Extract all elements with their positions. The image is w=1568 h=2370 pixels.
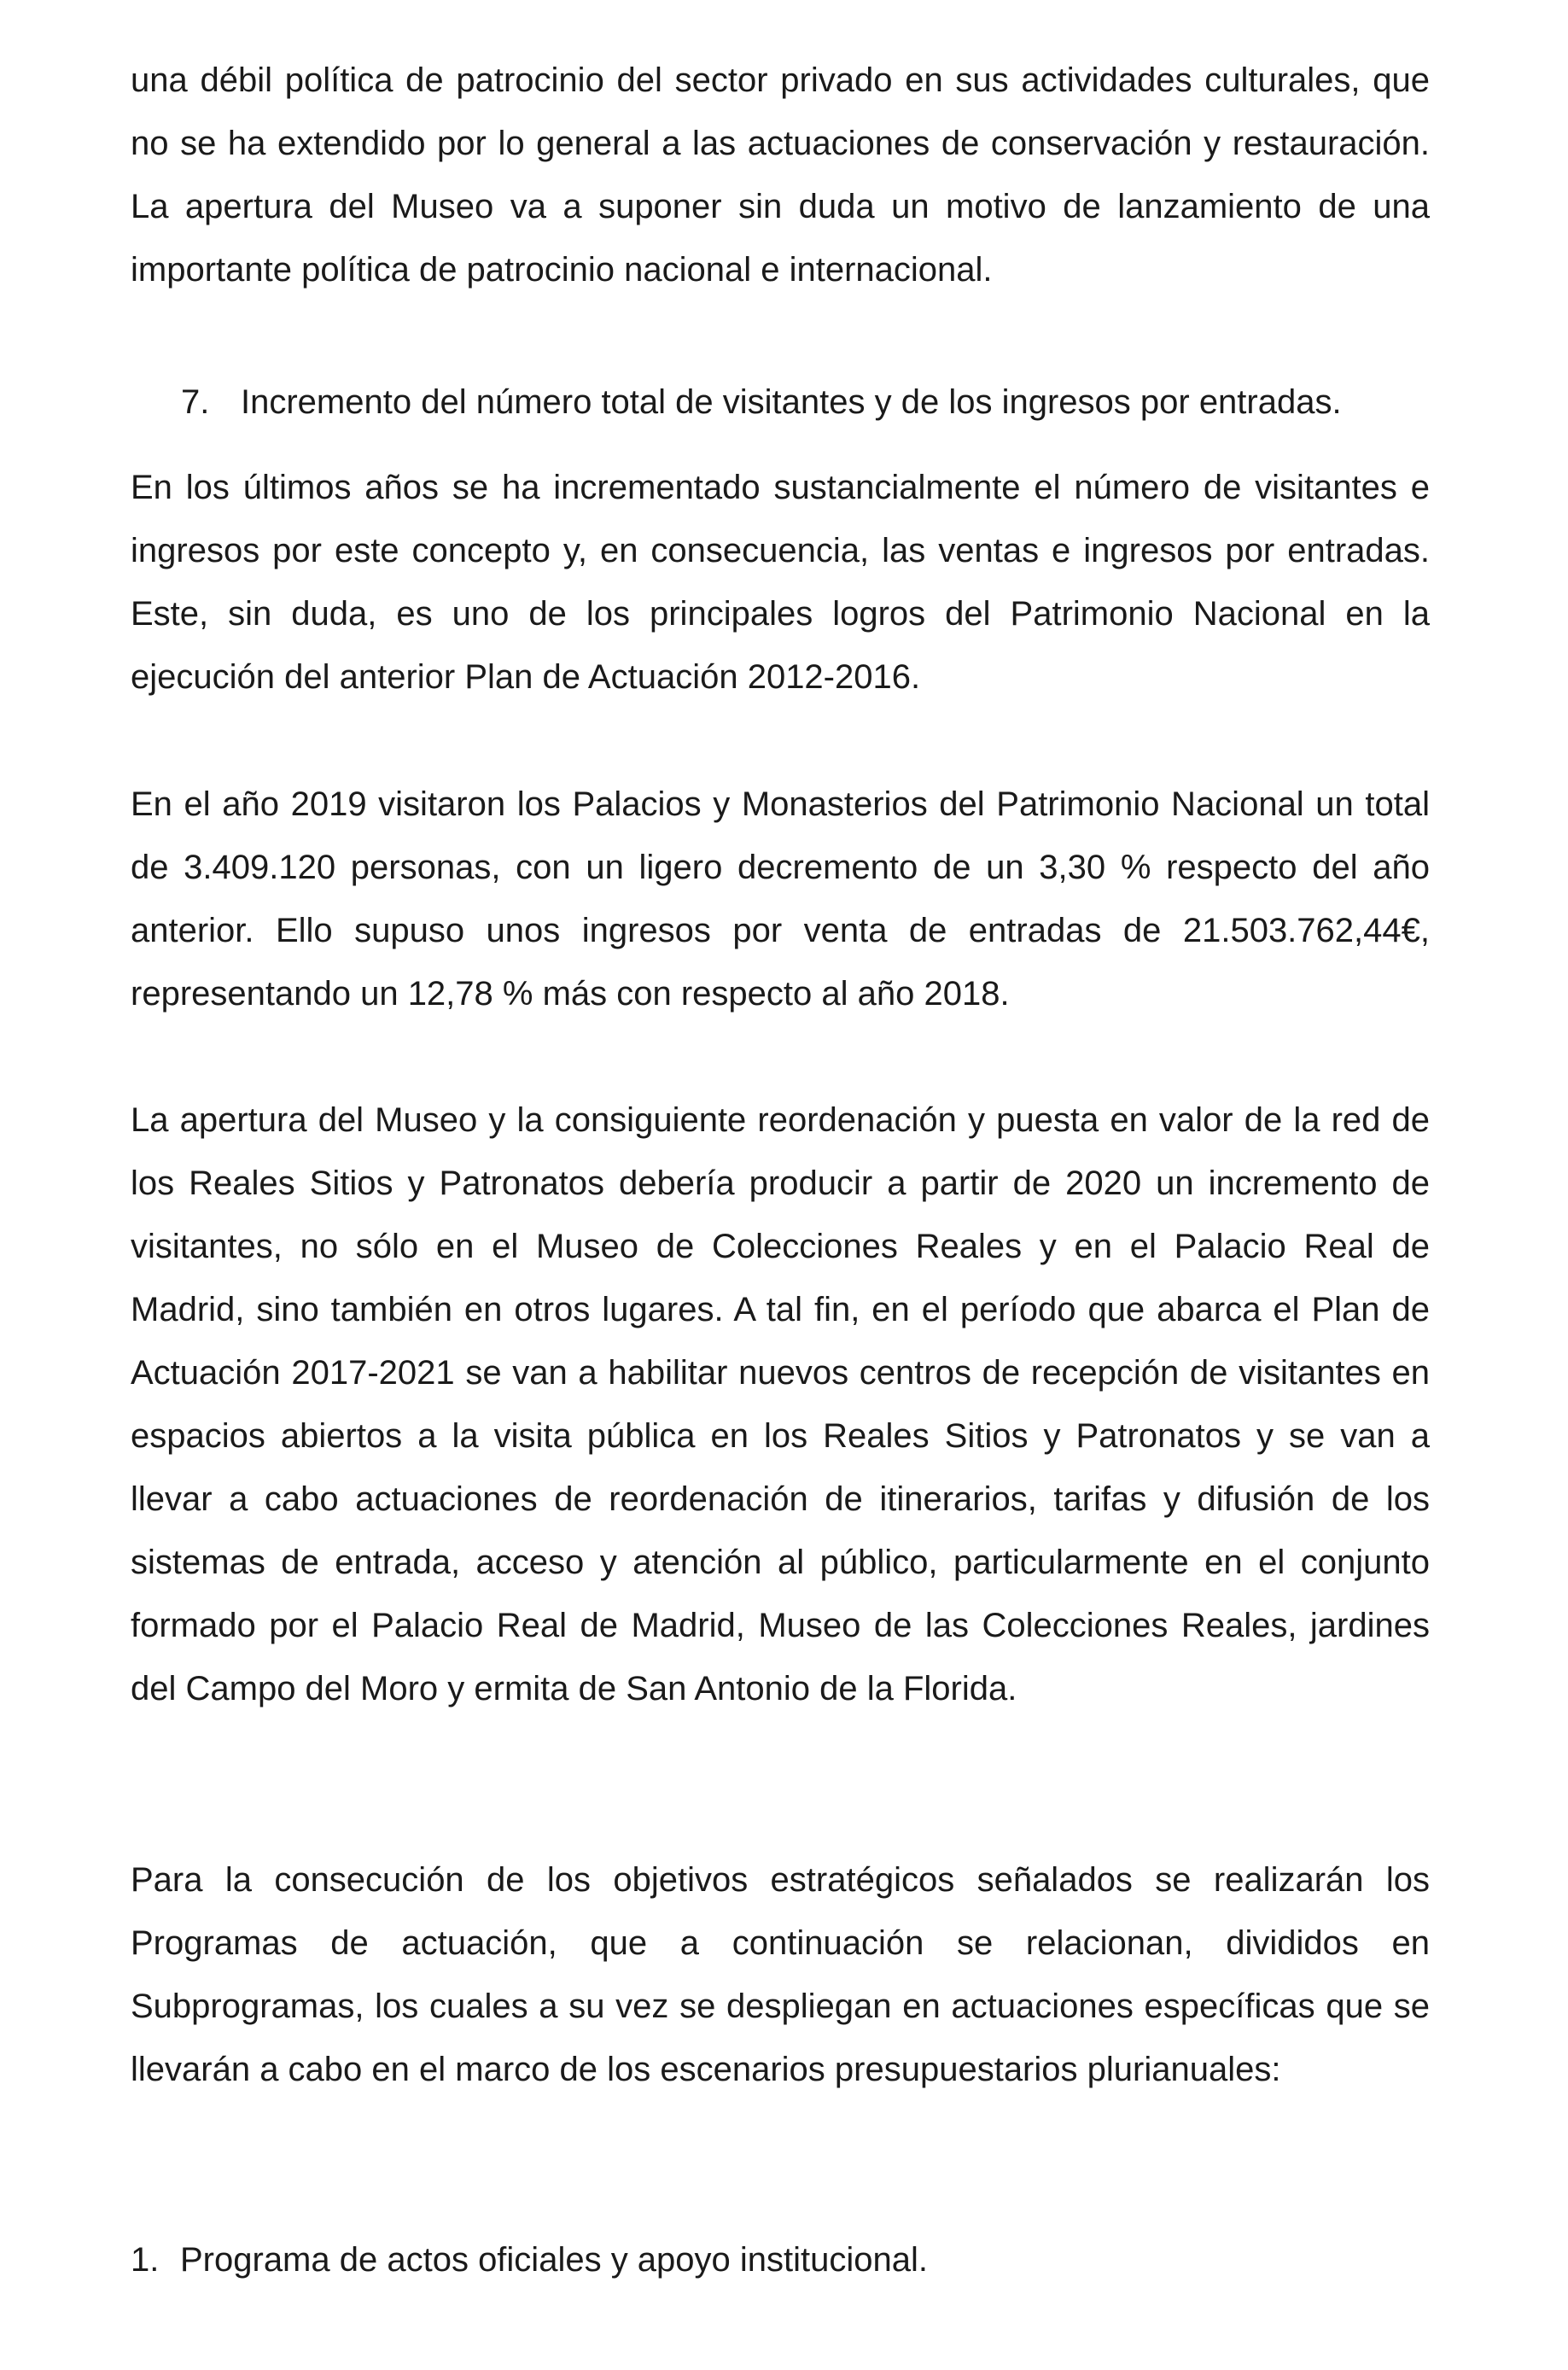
list-item-text: Programa de actos oficiales y apoyo institucional. — [180, 2241, 929, 2279]
paragraph-action-programs: Para la consecución de los objetivos estratégicos señalados se realizarán los Programas de actuación, que a continuación se relacionan, divididos en Subprogramas, los cuales a su vez se despliegan en actuaciones específicas que se llevarán a cabo en el marco de los escenarios presupuestarios plurianuales: — [131, 1861, 1430, 2088]
list-item-number: 1. — [131, 2241, 160, 2279]
paragraph-visitors-growth: En los últimos años se ha incrementado sustancialmente el número de visitantes e ingresos por este concepto y, en consecuencia, las ventas e ingresos por entradas. Este, sin duda, es uno de los principales logros del Patrimonio Nacional en la ejecución del anterior Plan de Actuación 2012-2016. — [131, 469, 1430, 696]
paragraph-2019-figures: En el año 2019 visitaron los Palacios y Monasterios del Patrimonio Nacional un total de 3.409.120 personas, con un ligero decremento de un 3,30 % respecto del año anterior. Ello supuso unos ingresos por venta de entradas de 21.503.762,44€, representando un 12,78 % más con respecto al año 2018. — [131, 785, 1430, 1013]
section-number: 7. — [181, 383, 210, 421]
paragraph-museum-opening: La apertura del Museo y la consiguiente reordenación y puesta en valor de la red de los Reales Sitios y Patronatos debería producir a partir de 2020 un incremento de visitantes, no sólo en el Museo de Colecciones Reales y en el Palacio Real de Madrid, sino también en otros lugares. A tal fin, en el período que abarca el Plan de Actuación 2017-2021 se van a habilitar nuevos centros de recepción de visitantes en espacios abiertos a la visita pública en los Reales Sitios y Patronatos y se van a llevar a cabo actuaciones de reordenación de itinerarios, tarifas y difusión de los sistemas de entrada, acceso y atención al público, particularmente en el conjunto formado por el Palacio Real de Madrid, Museo de las Colecciones Reales, jardines del Campo del Moro y ermita de San Antonio de la Florida. — [131, 1101, 1430, 1707]
list-item — [131, 2228, 1394, 2291]
section-heading-7 — [181, 371, 1444, 434]
section-title: Incremento del número total de visitantes y de los ingresos por entradas. — [241, 383, 1342, 421]
paragraph-sponsorship: una débil política de patrocinio del sector privado en sus actividades culturales, que no se ha extendido por lo general a las actuaciones de conservación y restauración. La apertura del Museo va a suponer sin duda un motivo de lanzamiento de una importante política de patrocinio nacional e internacional. — [131, 61, 1430, 289]
